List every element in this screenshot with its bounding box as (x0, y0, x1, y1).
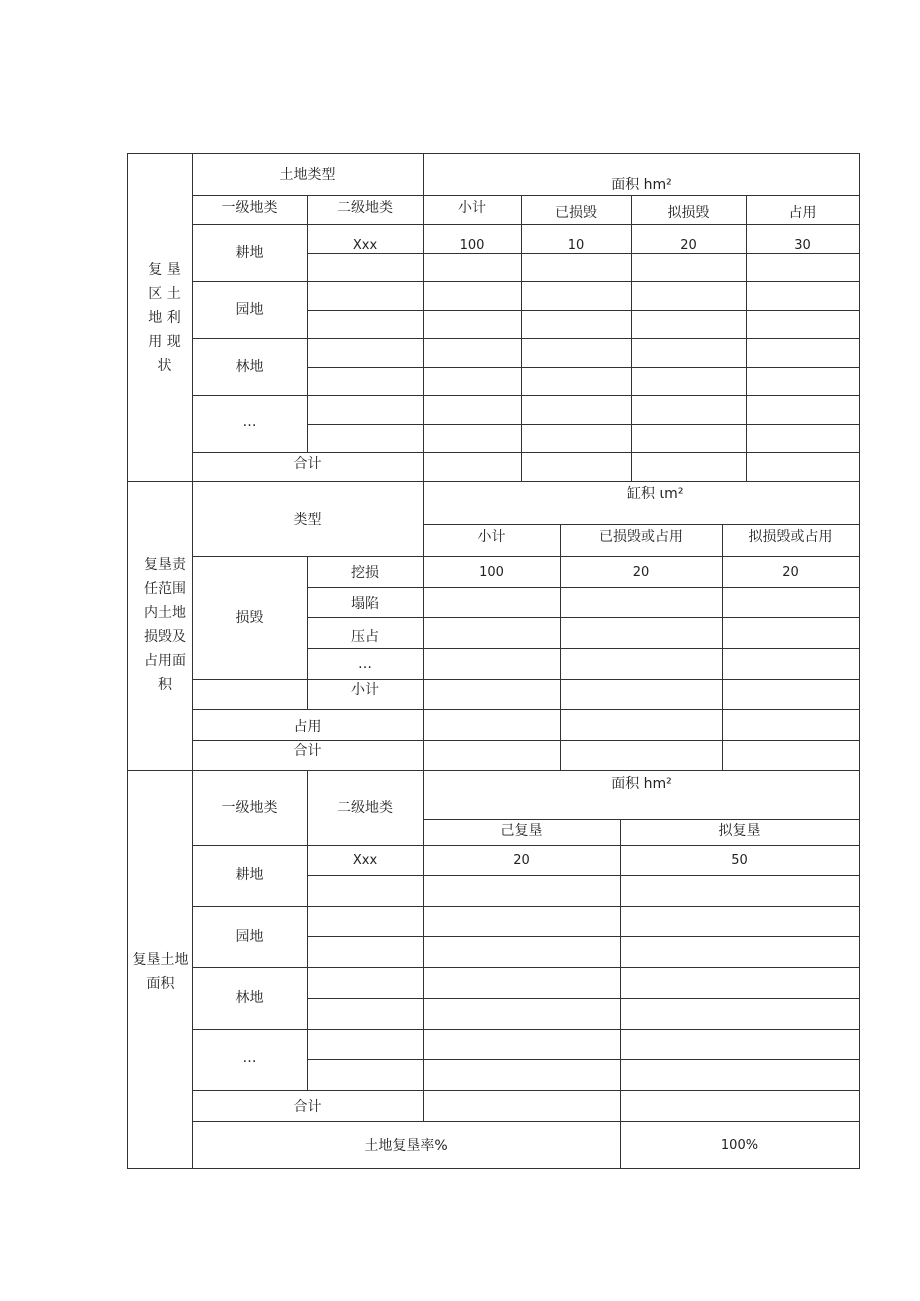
row-level2: Xxx (352, 853, 378, 868)
side-line: 占用面 (144, 653, 186, 669)
row-level1: 园地 (235, 929, 264, 945)
row-level1: … (242, 1050, 257, 1066)
row-type: 小计 (351, 682, 379, 698)
row-type: 压占 (351, 629, 379, 645)
reclamation-rate-label: 土地复垦率% (364, 1138, 448, 1154)
row-type: … (358, 656, 372, 672)
col-damaged-occupied: 已损毁或占用 (599, 529, 683, 545)
side-line: 面积 (146, 976, 175, 992)
row-type: 挖损 (351, 565, 379, 581)
total-label: 合计 (293, 1099, 322, 1115)
header-area: 面积 hm² (611, 177, 672, 193)
total-label: 合计 (293, 456, 322, 472)
cell-subtotal: 100 (459, 238, 485, 253)
col-occupied: 占用 (788, 205, 817, 221)
cell-planned: 20 (782, 565, 799, 580)
side-line: 区 土 (148, 286, 181, 302)
land-reclamation-table (127, 153, 860, 1169)
section1-side-label (137, 258, 192, 378)
row-level1: … (242, 414, 257, 430)
occupy-label: 占用 (293, 719, 322, 735)
side-line: 积 (158, 677, 172, 693)
col-level1: 一级地类 (221, 800, 278, 816)
header-type: 类型 (293, 512, 322, 528)
col-level2: 二级地类 (337, 800, 393, 816)
row-level2: Xxx (352, 238, 378, 253)
header-area: 缸积 ιm² (627, 486, 684, 502)
side-line: 用 现 (148, 334, 181, 350)
side-line: 内土地 (144, 605, 186, 621)
section3-side-label (129, 948, 192, 996)
col-level2: 二级地类 (337, 200, 393, 216)
cell-reclaimed: 20 (513, 853, 530, 868)
col-damaged: 已损毁 (555, 205, 597, 221)
col-subtotal: 小计 (477, 529, 506, 545)
total-label: 合计 (293, 743, 322, 759)
side-line: 复垦责 (144, 557, 186, 573)
cell-damaged: 10 (567, 238, 585, 253)
cell-damaged: 20 (632, 565, 650, 580)
col-planned-damage: 拟损毁 (667, 205, 710, 221)
row-level1: 林地 (235, 359, 264, 375)
side-line: 复 垦 (148, 262, 181, 278)
side-line: 复垦土地 (132, 952, 189, 968)
col-planned: 拟复垦 (718, 823, 761, 839)
side-line: 地 利 (148, 310, 181, 326)
col-subtotal: 小计 (458, 200, 486, 216)
row-level1: 耕地 (235, 245, 264, 261)
side-line: 损毁及 (144, 629, 186, 645)
side-line: 状 (157, 358, 172, 374)
row-level1: 园地 (235, 302, 264, 318)
col-reclaimed: 己复垦 (500, 823, 543, 839)
cell-planned: 20 (680, 238, 697, 253)
col-planned: 拟损毁或占用 (748, 529, 833, 545)
cell-occupied: 30 (794, 238, 811, 253)
row-type: 塌陷 (351, 596, 379, 612)
damage-label: 损毁 (235, 610, 264, 626)
col-level1: 一级地类 (221, 200, 278, 216)
side-line: 任范围 (144, 581, 186, 597)
header-area: 面积 hm² (611, 776, 672, 792)
row-level1: 耕地 (235, 867, 264, 883)
cell-planned: 50 (731, 853, 748, 868)
section2-side-label (139, 553, 191, 697)
row-level1: 林地 (235, 990, 264, 1006)
reclamation-rate-value: 100% (720, 1138, 759, 1153)
cell-subtotal: 100 (479, 565, 504, 580)
header-land-type: 土地类型 (279, 167, 336, 183)
